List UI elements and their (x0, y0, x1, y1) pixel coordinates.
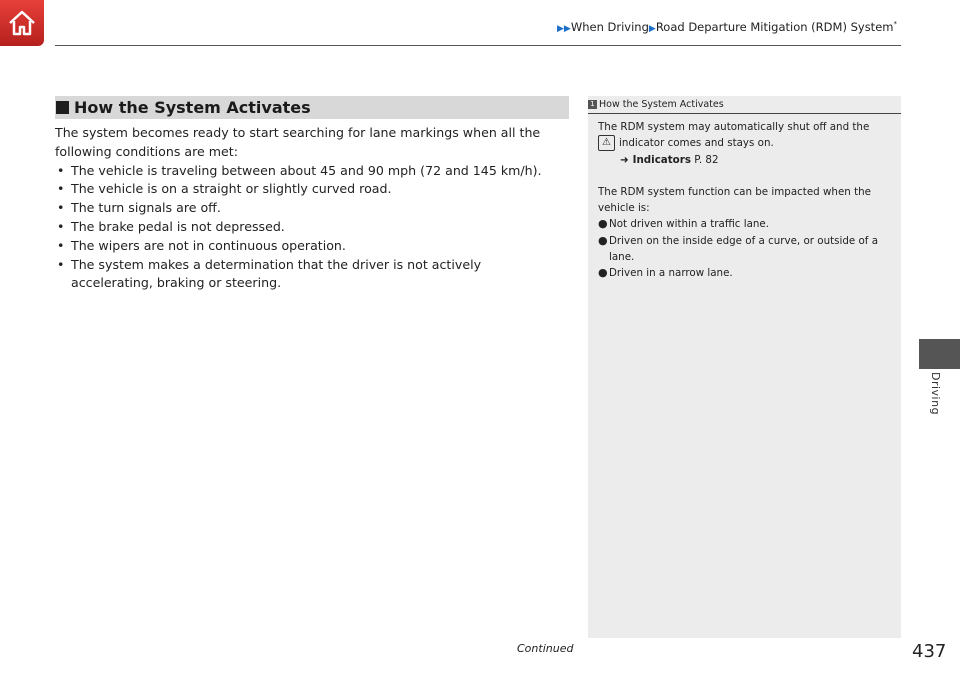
bullet-icon: ● (598, 217, 608, 231)
sidebar-note-content (598, 119, 890, 282)
square-bullet-icon (56, 101, 69, 114)
bullet-icon: • (57, 162, 65, 178)
list-item: • The vehicle is on a straight or slightly curved road. (55, 180, 565, 199)
section-body (55, 124, 565, 293)
bullet-icon: ● (598, 266, 608, 280)
list-item: • The vehicle is traveling between about 45 and 90 mph (72 and 145 km/h). (55, 162, 565, 181)
bullet-icon: • (57, 200, 65, 216)
bullet-icon: ● (598, 233, 608, 247)
indicators-link[interactable] (598, 152, 890, 168)
chapter-tab[interactable] (919, 339, 960, 369)
chapter-label: Driving (929, 372, 942, 416)
footnote-mark: * (893, 20, 897, 29)
cross-reference-arrow-icon: ➜ (620, 153, 629, 166)
list-item: • The turn signals are off. (55, 199, 565, 218)
shutoff-line-1: The RDM system may automatically shut off and the (598, 121, 870, 133)
sidebar-note-title: How the System Activates (599, 99, 724, 110)
xref-page: P. 82 (694, 153, 719, 166)
breadcrumb-arrow-icon: ▶ (648, 24, 656, 34)
sidebar-note-header (588, 99, 901, 114)
bullet-icon: • (57, 256, 65, 272)
intro-paragraph: The system becomes ready to start searching for lane markings when all the following conditions are met: (55, 125, 541, 159)
continued-label: Continued (517, 642, 574, 655)
home-button[interactable] (0, 0, 44, 46)
list-item: • The brake pedal is not depressed. (55, 218, 565, 237)
breadcrumb (557, 20, 897, 34)
shutoff-line-2: indicator comes and stays on. (619, 137, 774, 150)
xref-label: Indicators (632, 153, 691, 166)
home-icon (7, 9, 37, 37)
breadcrumb-arrow-icon: ▶▶ (557, 24, 571, 34)
list-item: ● Driven in a narrow lane. (598, 265, 890, 281)
note-reference-icon: 1 (588, 100, 597, 109)
list-item: ● Driven on the inside edge of a curve, or outside of a lane. (598, 233, 879, 264)
breadcrumb-item-when-driving[interactable]: When Driving (570, 20, 649, 34)
list-item: • The wipers are not in continuous operation. (55, 237, 565, 256)
page-number: 437 (912, 641, 947, 662)
list-item: ● Not driven within a traffic lane. (598, 216, 890, 232)
bullet-icon: • (57, 218, 65, 234)
rdm-indicator-icon: ⚠ (598, 135, 615, 151)
conditions-list (55, 162, 565, 294)
list-item: • The system makes a determination that the driver is not actively accelerating, braking or steering. (57, 256, 482, 291)
impacted-intro: The RDM system function can be impacted when the vehicle is: (598, 185, 871, 215)
bullet-icon: • (57, 237, 65, 253)
breadcrumb-item-rdm-system[interactable]: Road Departure Mitigation (RDM) System (655, 20, 894, 34)
impacted-list (598, 216, 890, 281)
sidebar-note (588, 96, 901, 638)
header-divider (55, 45, 901, 46)
section-title: How the System Activates (74, 98, 311, 117)
bullet-icon: • (57, 181, 65, 197)
section-heading (55, 96, 569, 119)
